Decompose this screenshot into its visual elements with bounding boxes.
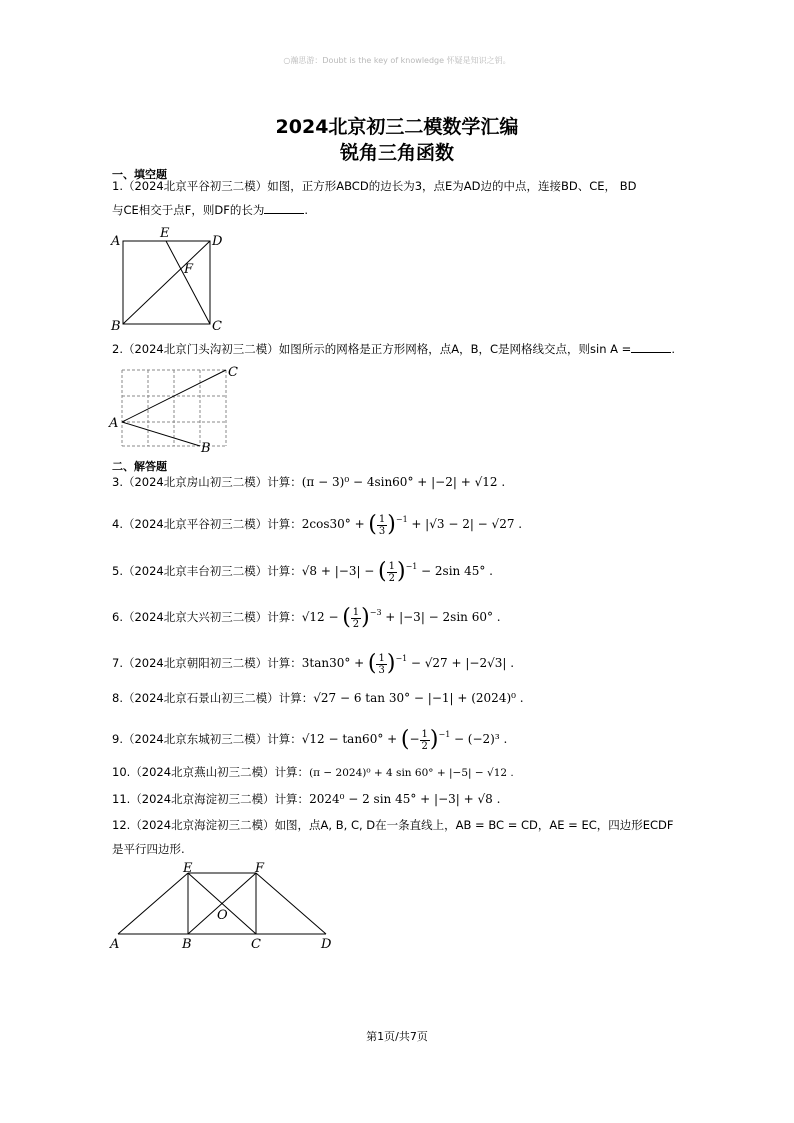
grid-lines [122,370,226,446]
fraction: $\frac{1}{3}$ [378,513,386,537]
expression-part-a: √8 + |−3| − [301,564,375,578]
question-10 [112,764,514,781]
expression-part-a: 3tan30° + [301,656,365,670]
question-number: 5. [112,564,123,578]
question-number: 11. [112,792,131,806]
question-stem: 如图，正方形ABCD的边长为3，点E为AD边的中点，连接BD、CE， BD [267,179,637,193]
label-B: B [182,937,192,952]
paren-close: ) [387,512,396,537]
question-5 [112,559,493,584]
label-F: F [255,861,265,876]
question-number: 3. [112,475,123,489]
paren-open: ( [378,559,387,584]
question-2 [112,341,675,357]
exponent: −1 [405,562,418,571]
question-stem: 如图，点A, B, C, D在一条直线上，AB = BC = CD，AE = EC，四边形ECDF [274,818,674,832]
question-stem-cont: 与CE相交于点F，则DF的长为 [112,203,265,217]
segment-ae [118,873,188,934]
question-source: （2024北京朝阳初三二模） [122,656,268,670]
segment-ce [166,241,210,324]
question-source: （2024北京海淀初三二模） [130,818,275,832]
question-prompt: 计算： [274,765,310,779]
paren-open: ( [342,605,351,630]
expression-part-b: − √27 + |−2√3| . [410,656,515,670]
question-prompt: 计算： [267,564,302,578]
label-D: D [321,937,332,952]
question-prompt: 计算： [267,475,302,489]
question-prompt: 计算： [278,691,314,705]
paren-close: ) [396,559,406,584]
question-number: 8. [112,691,123,705]
expression: √27 − 6 tan 30° − |−1| + (2024)⁰ . [313,691,524,705]
label-C: C [251,937,261,952]
segment-fd [256,873,326,934]
question-prompt: 计算： [267,732,302,746]
fraction: $\frac{1}{2}$ [352,606,360,630]
question-prompt: 计算： [274,792,310,806]
question-source: （2024北京燕山初三二模） [130,765,275,779]
figure-parallelogram [108,862,348,952]
expression: 2024⁰ − 2 sin 45° + |−3| + √8 . [309,792,501,806]
paren-close: ) [386,651,396,676]
question-6 [112,605,501,630]
expression-part-a: √12 − [301,610,339,624]
question-source: （2024北京平谷初三二模） [122,517,268,531]
question-9 [112,727,507,752]
expression-part-b: + |√3 − 2| − √27 . [411,517,523,531]
expression-part-a: √12 − tan60° + [301,732,398,746]
question-11 [112,791,500,807]
question-source: （2024北京石景山初三二模） [122,691,279,705]
paren-close: ) [429,727,439,752]
exponent: −1 [395,654,408,663]
question-1-line2 [112,202,308,218]
fraction: $\frac{1}{3}$ [378,652,385,676]
question-3 [112,474,505,490]
expression-part-b: − 2sin 45° . [421,564,493,578]
question-number: 2. [112,342,123,356]
fraction: $\frac{1}{2}$ [388,560,395,584]
question-source: （2024北京门头沟初三二模） [122,342,279,356]
expression-part-b: + |−3| − 2sin 60° . [385,610,501,624]
expression-part-a: 2cos30° + [301,517,365,531]
question-source: （2024北京平谷初三二模） [122,179,268,193]
question-source: （2024北京房山初三二模） [122,475,268,489]
segment-ab [122,422,200,446]
question-stem: 如图所示的网格是正方形网格，点A，B，C是网格线交点，则sin A = [278,342,632,356]
question-period: . [304,203,309,217]
question-source: （2024北京东城初三二模） [122,732,268,746]
answer-blank [264,203,304,214]
question-number: 1. [112,179,123,193]
page-subtitle: 锐角三角函数 [339,142,454,164]
figure-grid [108,362,248,454]
expression: (π − 2024)⁰ + 4 sin 60° + |−5| − √12 . [309,767,514,779]
section-fill-in: 一、填空题 [112,168,167,181]
question-12-line2: 是平行四边形. [112,842,185,856]
question-source: （2024北京丰台初三二模） [122,564,268,578]
question-4 [112,512,522,537]
label-B: B [111,319,121,334]
page-footer: 第1页/共7页 [366,1030,428,1043]
label-E: E [160,226,170,241]
question-number: 9. [112,732,123,746]
question-number: 4. [112,517,123,531]
figure-square-abcd [108,226,228,334]
paren-open: ( [368,512,377,537]
paren-open: ( [400,727,410,752]
expression: (π − 3)⁰ − 4sin60° + |−2| + √12 . [301,475,506,489]
watermark: ○瀚思游：Doubt is the key of knowledge 怀疑是知识之钥。 [283,56,511,65]
expression-part-b: − (−2)³ . [453,732,508,746]
question-prompt: 计算： [267,656,302,670]
question-number: 10. [112,765,131,779]
exponent: −1 [438,730,451,739]
label-F: F [184,262,194,277]
question-7 [112,651,514,676]
fraction-sign: − [409,732,420,746]
paren-open: ( [367,651,377,676]
question-12-line1 [112,817,674,833]
label-B: B [201,441,211,456]
diagonal-bd [123,241,210,324]
question-source: （2024北京海淀初三二模） [130,792,275,806]
label-A: A [111,234,121,249]
paren-close: ) [361,605,370,630]
label-C: C [228,365,238,380]
question-period: . [671,342,675,356]
question-prompt: 计算： [267,610,302,624]
question-number: 7. [112,656,123,670]
answer-blank [631,342,671,353]
label-O: O [217,908,228,923]
question-source: （2024北京大兴初三二模） [122,610,268,624]
exponent: −1 [395,515,408,524]
question-number: 12. [112,818,131,832]
section-solve: 二、解答题 [112,460,167,473]
label-A: A [109,416,119,431]
label-C: C [212,319,222,334]
question-8 [112,690,524,706]
question-prompt: 计算： [267,517,302,531]
fraction: $\frac{1}{2}$ [421,728,428,752]
exponent: −3 [369,608,382,617]
label-D: D [212,234,223,249]
question-number: 6. [112,610,123,624]
label-E: E [183,861,193,876]
question-1-line1 [112,178,636,194]
label-A: A [110,937,120,952]
page-title: 2024北京初三二模数学汇编 [275,116,519,138]
